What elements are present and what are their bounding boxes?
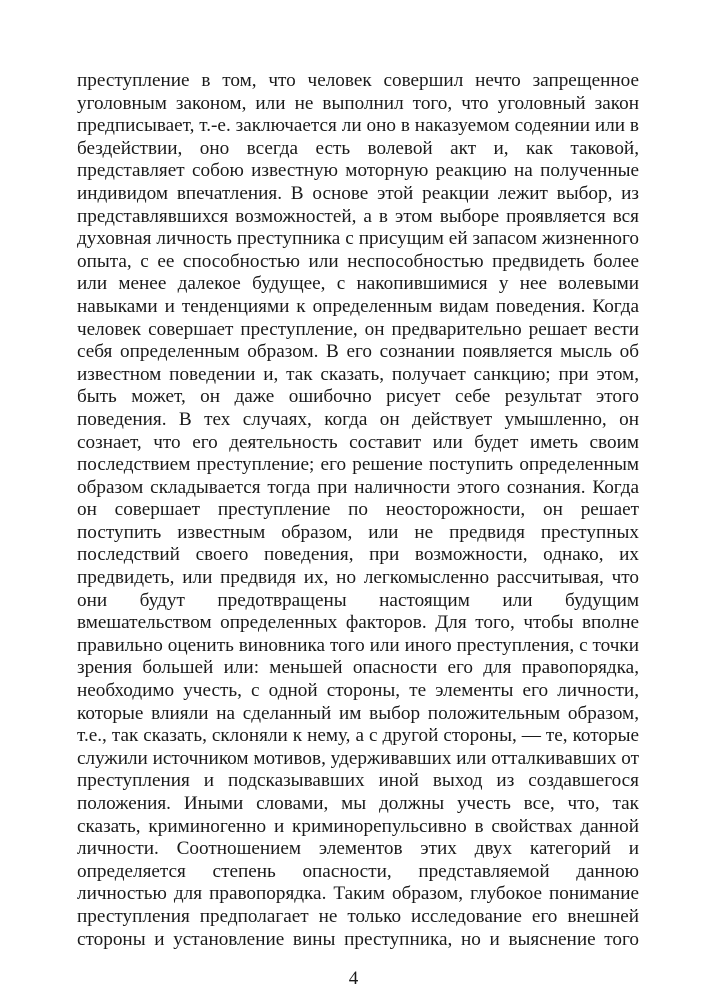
text-line: или менее далекое будущее, с накопившимися у нее волевыми <box>77 273 639 295</box>
text-line: необходимо учесть, с одной стороны, те элементы его личности, <box>77 680 639 702</box>
text-line: представляет собою известную моторную реакцию на полученные <box>77 160 639 182</box>
text-line: себя определенным образом. В его сознании появляется мысль об <box>77 341 639 363</box>
text-line: духовная личность преступника с присущим ей запасом жизненного <box>77 228 639 250</box>
text-line: последствий своего поведения, при возможности, однако, их <box>77 544 639 566</box>
page-number: 4 <box>348 968 359 989</box>
text-line: преступление в том, что человек совершил нечто запрещенное <box>77 70 639 91</box>
text-line: человек совершает преступление, он предварительно решает вести <box>77 318 639 340</box>
text-line: предписывает, т.-е. заключается ли оно в наказуемом содеянии или в <box>77 115 639 137</box>
text-line: стороны и установление вины преступника, но и выяснение того <box>77 928 639 950</box>
page-body-text <box>77 70 639 951</box>
text-line: правильно оценить виновника того или иного преступления, с точки <box>77 634 639 656</box>
text-line: навыками и тенденциями к определенным видам поведения. Когда <box>77 295 639 317</box>
text-line: сказать, криминогенно и криминорепульсивно в свойствах данной <box>77 815 639 837</box>
text-line: образом складывается тогда при наличности этого сознания. Когда <box>77 476 639 498</box>
text-line: личности. Соотношением элементов этих двух категорий и <box>77 838 639 860</box>
text-line: сознает, что его деятельность составит или будет иметь своим <box>77 431 639 453</box>
text-line: преступления и подсказывавших иной выход из создавшегося <box>77 770 639 792</box>
text-line: уголовным законом, или не выполнил того, что уголовный закон <box>77 92 639 114</box>
text-line: вмешательством определенных факторов. Для того, чтобы вполне <box>77 612 639 634</box>
text-line: известном поведении и, так сказать, получает санкцию; при этом, <box>77 363 639 385</box>
text-line: т.е., так сказать, склоняли к нему, а с другой стороны, — те, которые <box>77 725 639 747</box>
text-line: поступить известным образом, или не предвидя преступных <box>77 521 639 543</box>
text-line: индивидом впечатления. В основе этой реакции лежит выбор, из <box>77 182 639 204</box>
text-line: поведения. В тех случаях, когда он действует умышленно, он <box>77 408 639 430</box>
text-line: он совершает преступление по неосторожности, он решает <box>77 499 639 521</box>
text-line: которые влияли на сделанный им выбор положительным образом, <box>77 702 639 724</box>
text-line: опыта, с ее способностью или неспособностью предвидеть более <box>77 250 639 272</box>
text-line: положения. Иными словами, мы должны учесть все, что, так <box>77 793 639 814</box>
text-line: преступления предполагает не только исследование его внешней <box>77 905 639 927</box>
text-line: личностью для правопорядка. Таким образом, глубокое понимание <box>77 883 639 905</box>
text-line: они будут предотвращены настоящим или будущим <box>77 589 639 611</box>
text-line: быть может, он даже ошибочно рисует себе результат этого <box>77 386 639 408</box>
text-line: определяется степень опасности, представляемой данною <box>77 860 639 882</box>
text-line: зрения большей или: меньшей опасности его для правопорядка, <box>77 657 639 679</box>
text-line: служили источником мотивов, удерживавших или отталкивавших от <box>77 747 639 769</box>
text-line: предвидеть, или предвидя их, но легкомысленно рассчитывая, что <box>77 567 639 589</box>
text-line: бездействии, оно всегда есть волевой акт и, как таковой, <box>77 137 639 159</box>
text-line: представлявшихся возможностей, а в этом выборе проявляется вся <box>77 205 639 227</box>
text-line: последствием преступление; его решение поступить определенным <box>77 454 639 476</box>
